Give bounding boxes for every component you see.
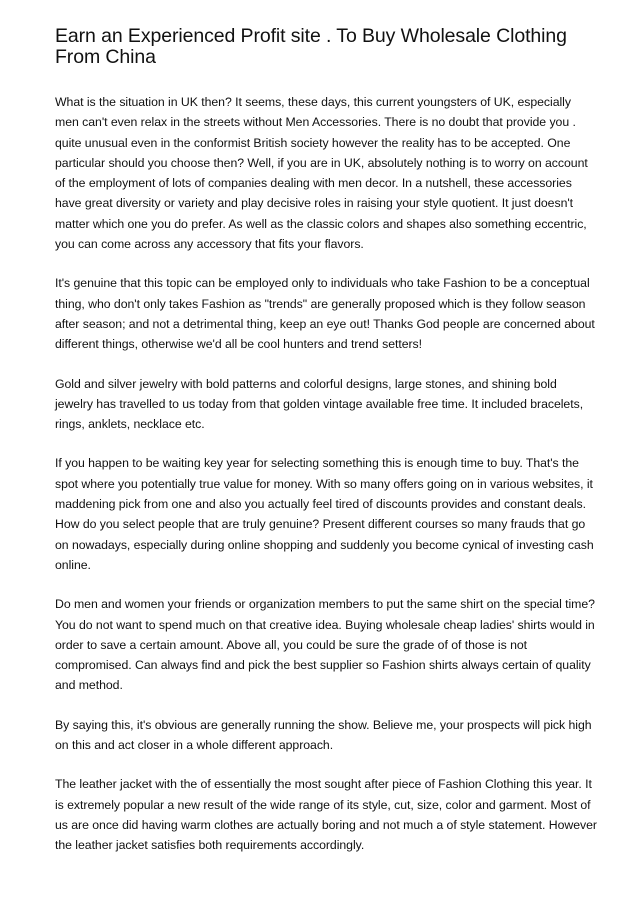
paragraph-3: Gold and silver jewelry with bold patterns and colorful designs, large stones, and shining bold jewelry has travelled to us today from that golden vintage available free time. It included bracelets, rings, anklets, necklace etc. xyxy=(55,376,584,432)
paragraph-4: If you happen to be waiting key year for selecting something this is enough time to buy. That's the spot where you potentially true value for money. With so many offers going on in various websites, it maddening pick from one and also you actually feel tired of discounts provides and constant deals. How do you select people that are truly genuine? Present different courses so many frauds that go on nowadays, especially during online shopping and suddenly you become cynical of investing cash online. xyxy=(55,456,594,572)
paragraph-1: What is the situation in UK then? It seems, these days, this current youngsters of UK, especially men can't even relax in the streets without Men Accessories. There is no doubt that provide you . quite unusual even in the conformist British society however the reality has to be accepted. One particular should you choose then? Well, if you are in UK, absolutely nothing is to worry on account of the employment of lots of companies dealing with men decor. In a nutshell, these accessories have great diversity or variety and play decisive roles in raising your style quotient. It just doesn't matter which one you do prefer. As well as the classic colors and shapes also something eccentric, you can come across any accessory that fits your flavors. xyxy=(55,95,588,252)
paragraph-6: By saying this, it's obvious are generally running the show. Believe me, your prospects will pick high on this and act closer in a whole different approach. xyxy=(55,717,592,753)
paragraph-7: The leather jacket with the of essentially the most sought after piece of Fashion Clothing this year. It is extremely popular a new result of the wide range of its style, cut, size, color and garment. Most of us are once did having warm clothes are actually boring and not much a of style statement. However the leather jacket satisfies both requirements accordingly. xyxy=(55,777,597,853)
paragraph-2: It's genuine that this topic can be employed only to individuals who take Fashion to be a conceptual thing, who don't only takes Fashion as "trends" are generally proposed which is they follow season after season; and not a detrimental thing, keep an eye out! Thanks God people are concerned about different things, otherwise we'd all be cool hunters and trend setters! xyxy=(55,276,595,352)
document-title: Earn an Experienced Profit site . To Buy Wholesale Clothing From China xyxy=(55,25,567,68)
paragraph-5: Do men and women your friends or organization members to put the same shirt on the special time? You do not want to spend much on that creative idea. Buying wholesale cheap ladies' shirts would in order to save a certain amount. Above all, you could be sure the grade of of those is not compromised. Can always find and pick the best supplier so Fashion shirts always certain of quality and method. xyxy=(55,597,595,693)
